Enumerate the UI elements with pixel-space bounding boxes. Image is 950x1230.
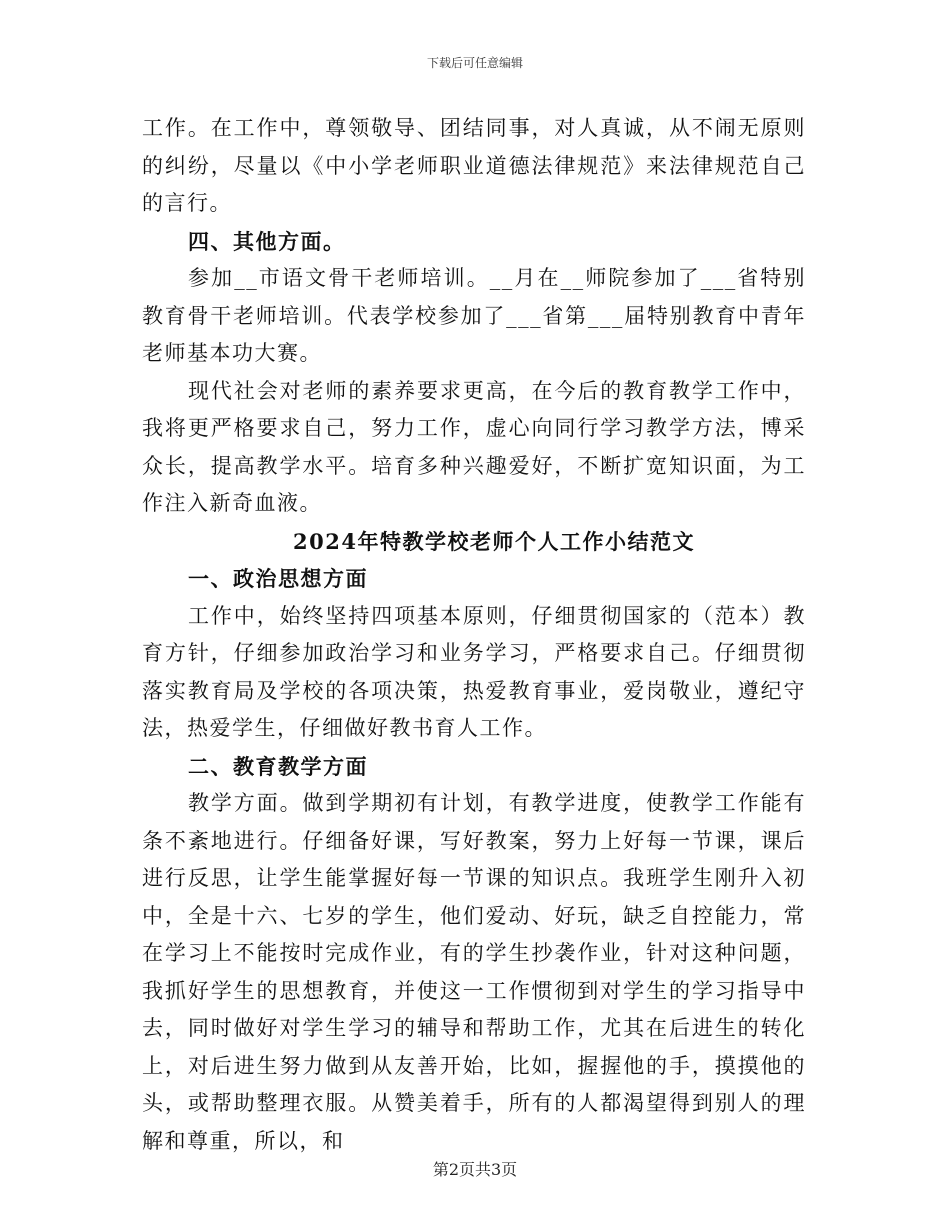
paragraph-politics: 工作中，始终坚持四项基本原则，仔细贯彻国家的（范本）教育方针，仔细参加政治学习和业务学习，严格要求自己。仔细贯彻落实教育局及学校的各项决策，热爱教育事业，爱岗敬业，遵纪守法，热爱学生，仔细做好教书育人工作。 <box>142 603 806 740</box>
document-body <box>142 110 806 1160</box>
document-title: 2024年特教学校老师个人工作小结范文 <box>293 528 695 554</box>
page-number: 第2页共3页 <box>432 1160 518 1179</box>
paragraph-continued: 工作。在工作中，尊领敬导、团结同事，对人真诚，从不闹无原则的纠纷，尽量以《中小学老师职业道德法律规范》来法律规范自己的言行。 <box>142 116 806 215</box>
section-heading-other: 四、其他方面。 <box>188 228 346 254</box>
page-header-note: 下载后可任意编辑 <box>426 56 523 70</box>
section-heading-politics: 一、政治思想方面 <box>188 566 368 591</box>
paragraph-teaching: 教学方面。做到学期初有计划，有教学进度，使教学工作能有条不紊地进行。仔细备好课，写好教案，努力上好每一节课，课后进行反思，让学生能掌握好每一节课的知识点。我班学生刚升入初中，全是十六、七岁的学生，他们爱动、好玩，缺乏自控能力，常在学习上不能按时完成作业，有的学生抄袭作业，针对这种问题，我抓好学生的思想教育，并使这一工作惯彻到对学生的学习指导中去，同时做好对学生学习的辅导和帮助工作，尤其在后进生的转化上，对后进生努力做到从友善开始，比如，握握他的手，摸摸他的头，或帮助整理衣服。从赞美着手，所有的人都渴望得到别人的理解和尊重，所以，和 <box>142 791 806 1153</box>
section-heading-teaching: 二、教育教学方面 <box>188 753 368 779</box>
paragraph-training: 参加__市语文骨干老师培训。__月在__师院参加了___省特别教育骨干老师培训。代表学校参加了___省第___届特别教育中青年老师基本功大赛。 <box>142 266 806 365</box>
paragraph-outlook: 现代社会对老师的素养要求更高，在今后的教育教学工作中，我将更严格要求自己，努力工作，虚心向同行学习教学方法，博采众长，提高教学水平。培育多种兴趣爱好，不断扩宽知识面，为工作注入新奇血液。 <box>142 378 806 515</box>
